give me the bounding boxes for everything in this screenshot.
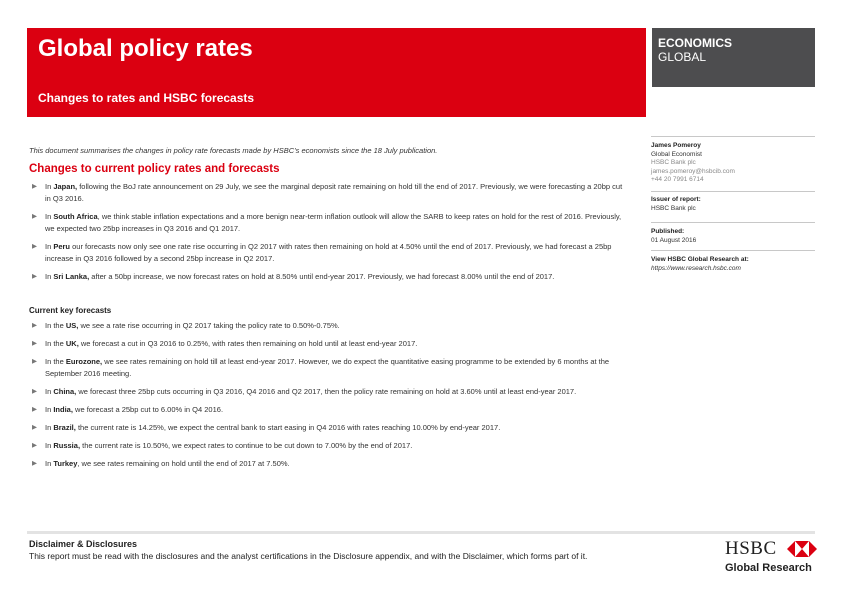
- category-line2: GLOBAL: [658, 50, 707, 64]
- arrow-icon: ▶: [32, 388, 37, 395]
- sidebar-divider: [651, 250, 815, 251]
- list-item: [29, 458, 629, 470]
- item-country: Eurozone,: [65, 357, 103, 366]
- title-banner: [27, 28, 646, 117]
- page-subtitle: Changes to rates and HSBC forecasts: [38, 91, 255, 105]
- intro-text: This document summarises the changes in policy rate forecasts made by HSBC’s economists since the 18 July publication.: [29, 146, 438, 155]
- list-item: [29, 211, 629, 235]
- item-prefix: In: [45, 441, 54, 450]
- section2-heading: Current key forecasts: [29, 306, 112, 315]
- issuer-label: Issuer of report:: [651, 196, 701, 203]
- hsbc-logo: [725, 538, 817, 578]
- item-country: US,: [65, 321, 79, 330]
- item-text: we forecast a cut in Q3 2016 to 0.25%, with rates then remaining on hold until at least end-year 2017.: [78, 339, 418, 348]
- view-research-block: [651, 256, 815, 273]
- analyst-role: Global Economist: [651, 150, 702, 158]
- item-prefix: In: [45, 387, 54, 396]
- item-prefix: In: [45, 212, 54, 221]
- item-text: we see rates remaining on hold till at least end-year 2017. However, we do expect the quantitative easing programme to be extended by 6 months at the September 2016 meeting.: [45, 357, 610, 378]
- analyst-phone: +44 20 7991 6714: [651, 176, 704, 183]
- sidebar-divider: [651, 222, 815, 223]
- hsbc-hexagon-icon: [787, 541, 817, 557]
- item-text: , we think stable inflation expectations and a more benign near-term inflation outlook will allow the SARB to keep rates on hold for the rest of 2016. Previously, we expected two 25bp increases in Q3 2016 and Q1 2017.: [45, 212, 622, 233]
- disclaimer-text: This report must be read with the disclosures and the analyst certifications in the Disclosure appendix, and with the Disclaimer, which forms part of it.: [29, 551, 588, 561]
- list-item: [29, 356, 629, 380]
- item-text: we see a rate rise occurring in Q2 2017 taking the policy rate to 0.50%-0.75%.: [78, 321, 340, 330]
- arrow-icon: ▶: [32, 322, 37, 329]
- item-text: following the BoJ rate announcement on 29 July, we see the marginal deposit rate remaining on hold till the end of 2017. Previously, we were forecasting a 20bp cut in Q3 2016.: [45, 182, 623, 203]
- item-text: the current rate is 10.50%, we expect rates to continue to be cut down to 7.00% by the end of 2017.: [80, 441, 413, 450]
- arrow-icon: ▶: [32, 183, 37, 190]
- published-label: Published:: [651, 228, 685, 235]
- arrow-icon: ▶: [32, 273, 37, 280]
- item-prefix: In: [45, 459, 54, 468]
- arrow-icon: ▶: [32, 243, 37, 250]
- arrow-icon: ▶: [32, 442, 37, 449]
- research-link[interactable]: https://www.research.hsbc.com: [651, 264, 741, 272]
- item-text: after a 50bp increase, we now forecast rates on hold at 8.50% until end-year 2017. Previously, we had forecast 8.00% until the end of 2017.: [89, 272, 555, 281]
- analyst-firm: HSBC Bank plc: [651, 159, 696, 166]
- list-item: [29, 338, 629, 350]
- list-item: [29, 404, 629, 416]
- item-country: Japan,: [53, 182, 78, 191]
- category-box: [652, 28, 815, 87]
- logo-subtitle: Global Research: [725, 562, 812, 574]
- arrow-icon: ▶: [32, 340, 37, 347]
- arrow-icon: ▶: [32, 358, 37, 365]
- item-country: UK,: [65, 339, 79, 348]
- item-country: Brazil,: [53, 423, 76, 432]
- page-title: Global policy rates: [38, 35, 253, 62]
- item-prefix: In: [45, 423, 54, 432]
- list-item: [29, 241, 629, 265]
- list-item: [29, 422, 629, 434]
- list-item: [29, 271, 629, 283]
- category-line1: ECONOMICS: [658, 36, 733, 50]
- item-country: Russia,: [53, 441, 81, 450]
- item-text: we forecast a 25bp cut to 6.00% in Q4 2016.: [72, 405, 224, 414]
- item-country: China,: [53, 387, 77, 396]
- item-text: , we see rates remaining on hold until the end of 2017 at 7.50%.: [77, 459, 290, 468]
- arrow-icon: ▶: [32, 460, 37, 467]
- arrow-icon: ▶: [32, 406, 37, 413]
- item-prefix: In the: [45, 321, 66, 330]
- section1-list: [29, 181, 629, 289]
- item-prefix: In: [45, 182, 54, 191]
- arrow-icon: ▶: [32, 213, 37, 220]
- sidebar-divider: [651, 191, 815, 192]
- issuer-block: [651, 196, 815, 213]
- sidebar-divider: [651, 136, 815, 137]
- item-country: Sri Lanka,: [53, 272, 90, 281]
- list-item: [29, 440, 629, 452]
- section1-heading: Changes to current policy rates and forecasts: [29, 163, 280, 175]
- analyst-name: James Pomeroy: [651, 142, 701, 149]
- item-prefix: In the: [45, 357, 66, 366]
- item-text: our forecasts now only see one rate rise occurring in Q2 2017 with rates then remaining on hold at 4.50% until the end of 2017. Previously, we had forecast a 25bp increase in Q3 2016 followed by a second 25bp increase in Q2 2017.: [45, 242, 612, 263]
- logo-wordmark: HSBC: [725, 538, 777, 559]
- item-country: Turkey: [53, 459, 78, 468]
- item-prefix: In: [45, 405, 54, 414]
- item-country: India,: [53, 405, 73, 414]
- section2-list: [29, 320, 629, 476]
- analyst-block: [651, 142, 815, 185]
- item-prefix: In: [45, 272, 54, 281]
- item-country: Peru: [53, 242, 71, 251]
- list-item: [29, 386, 629, 398]
- analyst-email[interactable]: james.pomeroy@hsbcib.com: [651, 167, 735, 175]
- footer-divider: [27, 531, 815, 534]
- list-item: [29, 320, 629, 332]
- item-prefix: In the: [45, 339, 66, 348]
- item-prefix: In: [45, 242, 54, 251]
- list-item: [29, 181, 629, 205]
- item-text: we forecast three 25bp cuts occurring in Q3 2016, Q4 2016 and Q2 2017, then the policy rate remaining on hold at 3.60% until at least end-year 2017.: [76, 387, 577, 396]
- issuer-value: HSBC Bank plc: [651, 204, 696, 212]
- view-label: View HSBC Global Research at:: [651, 256, 749, 263]
- item-text: the current rate is 14.25%, we expect the central bank to start easing in Q4 2016 with rates reaching 10.00% by end-year 2017.: [75, 423, 501, 432]
- arrow-icon: ▶: [32, 424, 37, 431]
- item-country: South Africa: [53, 212, 98, 221]
- published-date: 01 August 2016: [651, 236, 697, 244]
- disclaimer-heading: Disclaimer & Disclosures: [29, 539, 138, 549]
- published-block: [651, 228, 815, 245]
